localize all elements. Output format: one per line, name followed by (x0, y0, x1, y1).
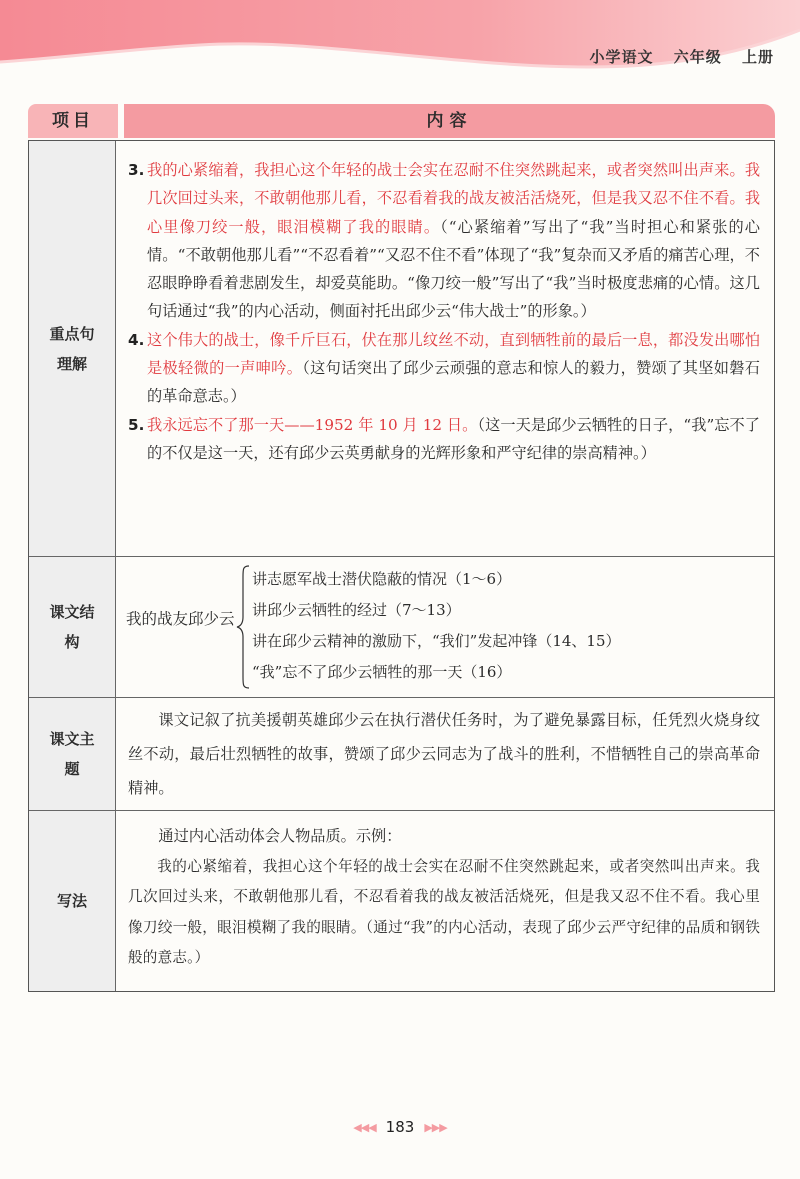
page-number: 183 (385, 1118, 415, 1136)
brace-icon (236, 565, 250, 689)
left-arrows-icon: ◀◀◀ (353, 1121, 376, 1134)
method-content (116, 811, 774, 991)
list-item: 讲邱少云牺牲的经过（7～13） (252, 601, 461, 619)
right-arrows-icon: ▶▶▶ (424, 1121, 447, 1134)
table-row-theme (29, 698, 774, 811)
table-row-method (29, 811, 774, 991)
theme-text: 课文记叙了抗美援朝英雄邱少云在执行潜伏任务时，为了避免暴露目标，任凭烈火烧身纹丝不动，最后壮烈牺牲的故事，赞颂了邱少云同志为了战斗的胜利，不惜牺牲自己的崇高革命精神。 (128, 711, 760, 797)
row-label-key-sentences: 重点句理解 (29, 141, 116, 556)
list-item: “我”忘不了邱少云牺牲的那一天（16） (252, 663, 512, 681)
row-label-theme: 课文主题 (29, 698, 116, 810)
column-header-content: 内容 (124, 104, 775, 138)
structure-list (252, 564, 621, 688)
method-example: 我的心紧缩着，我担心这个年轻的战士会实在忍耐不住突然跳起来，或者突然叫出声来。我几次回过头来，不敢朝他那儿看，不忍看着我的战友被活活烧死，但是我又忍不住不看。我心里像刀绞一般，眼泪模糊了我的眼睛。（通过“我”的内心活动，表现了邱少云严守纪律的品质和钢铁般的意志。） (128, 857, 760, 966)
column-header-item: 项目 (28, 104, 118, 138)
subject-label: 小学语文 (589, 48, 654, 66)
grade-label: 六年级 (673, 48, 722, 66)
table-row-key-sentences (29, 141, 774, 557)
theme-content (116, 698, 774, 810)
list-item: 讲在邱少云精神的激励下，“我们”发起冲锋（14、15） (252, 632, 621, 650)
summary-table (28, 104, 775, 992)
key-sentence-item: 3. 我的心紧缩着，我担心这个年轻的战士会实在忍耐不住突然跳起来，或者突然叫出声来。我几次回过头来，不敢朝他那儿看，不忍看着我的战友被活活烧死，但是我又忍不住不看。我心里像刀绞一般，眼泪模糊了我的眼睛。（“心紧缩着”写出了“我”当时担心和紧张的心情。“不敢朝他那儿看”“不忍看着”“又忍不住不看”体现了“我”复杂而又矛盾的痛苦心理，不忍眼睁睁看着悲剧发生，却爱莫能助。“像刀绞一般”写出了“我”当时极度悲痛的心情。这几句话通过“我”的内心活动，侧面衬托出邱少云“伟大战士”的形象。） (128, 161, 760, 321)
table-header (28, 104, 775, 138)
key-sentence-quote: 这个伟大的战士，像千斤巨石，伏在那儿纹丝不动，直到牺牲前的最后一息，都没发出哪怕是极轻微的一声呻吟。 (147, 330, 760, 378)
key-sentences-content (116, 141, 774, 556)
structure-content (116, 557, 774, 697)
table-row-structure (29, 557, 774, 698)
key-sentence-quote: 我的心紧缩着，我担心这个年轻的战士会实在忍耐不住突然跳起来，或者突然叫出声来。我几次回过头来，不敢朝他那儿看，不忍看着我的战友被活活烧死，但是我又忍不住不看。我心里像刀绞一般，眼泪模糊了我的眼睛。 (147, 161, 760, 236)
key-sentence-quote: 我永远忘不了那一天——1952 年 10 月 12 日。 (147, 415, 478, 434)
volume-label: 上册 (741, 48, 774, 66)
row-label-structure: 课文结构 (29, 557, 116, 697)
key-sentence-note: （这句话突出了邱少云顽强的意志和惊人的毅力，赞颂了其坚如磐石的革命意志。） (147, 359, 760, 406)
method-intro: 通过内心活动体会人物品质。示例： (158, 827, 402, 845)
key-sentence-item: 4. 这个伟大的战士，像千斤巨石，伏在那儿纹丝不动，直到牺牲前的最后一息，都没发出哪怕是极轻微的一声呻吟。（这句话突出了邱少云顽强的意志和惊人的毅力，赞颂了其坚如磐石的革命意志。） (128, 330, 760, 406)
book-info (575, 46, 774, 67)
method-note: （通过“我”的内心活动，表现了邱少云严守纪律的品质和钢铁般的意志。） (128, 918, 760, 966)
key-sentence-note: （“心紧缩着”写出了“我”当时担心和紧张的心情。“不敢朝他那儿看”“不忍看着”“又忍不住不看”体现了“我”复杂而又矛盾的痛苦心理，不忍眼睁睁看着悲剧发生，却爱莫能助。“像刀绞一般”写出了“我”当时极度悲痛的心情。这几句话通过“我”的内心活动，侧面衬托出邱少云“伟大战士”的形象。） (147, 217, 760, 321)
row-label-method: 写法 (29, 811, 116, 991)
list-item: 讲志愿军战士潜伏隐蔽的情况（1～6） (252, 570, 512, 588)
page-footer (0, 1118, 800, 1136)
key-sentence-item: 5. 我永远忘不了那一天——1952 年 10 月 12 日。（这一天是邱少云牺牲的日子，“我”忘不了的不仅是这一天，还有邱少云英勇献身的光辉形象和严守纪律的崇高精神。） (128, 415, 760, 462)
table-body (28, 140, 775, 992)
key-sentence-note: （这一天是邱少云牺牲的日子，“我”忘不了的不仅是这一天，还有邱少云英勇献身的光辉形象和严守纪律的崇高精神。） (147, 415, 760, 462)
structure-title: 我的战友邱少云 (126, 610, 235, 628)
